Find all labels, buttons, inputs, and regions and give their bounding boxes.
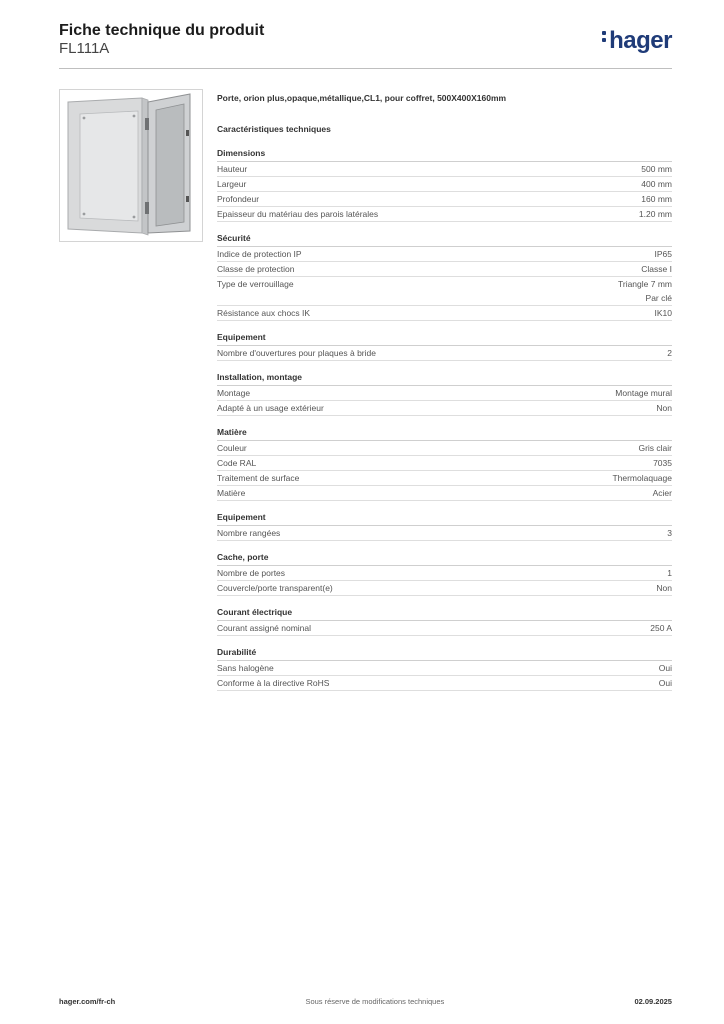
spec-label: Profondeur <box>217 194 260 204</box>
spec-row <box>217 581 672 596</box>
spec-row <box>217 456 672 471</box>
product-description: Porte, orion plus,opaque,métallique,CL1, pour coffret, 500X400X160mm <box>217 93 507 103</box>
spec-value: Triangle 7 mm Par clé <box>617 279 672 303</box>
section-title: Dimensions <box>217 147 672 162</box>
spec-section <box>217 371 672 416</box>
spec-value: Non <box>656 403 672 413</box>
spec-label: Hauteur <box>217 164 248 174</box>
spec-value: 1.20 mm <box>638 209 672 219</box>
spec-value: 500 mm <box>641 164 672 174</box>
spec-row <box>217 177 672 192</box>
spec-label: Conforme à la directive RoHS <box>217 678 330 688</box>
spec-label: Montage <box>217 388 251 398</box>
spec-section <box>217 646 672 691</box>
product-details <box>217 92 672 701</box>
footer-date: 02.09.2025 <box>634 997 672 1006</box>
spec-label: Indice de protection IP <box>217 249 302 259</box>
spec-value: IK10 <box>654 308 672 318</box>
header-divider <box>59 68 672 69</box>
spec-row <box>217 386 672 401</box>
footer-notice: Sous réserve de modifications techniques <box>305 997 445 1006</box>
spec-label: Nombre d'ouvertures pour plaques à bride <box>217 348 376 358</box>
spec-row <box>217 526 672 541</box>
characteristics-heading: Caractéristiques techniques <box>217 124 331 134</box>
spec-label: Adapté à un usage extérieur <box>217 403 324 413</box>
spec-row <box>217 346 672 361</box>
spec-row <box>217 306 672 321</box>
spec-row <box>217 621 672 636</box>
logo-dots-icon <box>602 28 607 45</box>
spec-label: Type de verrouillage <box>217 279 294 289</box>
section-title: Courant électrique <box>217 606 672 621</box>
spec-label: Largeur <box>217 179 247 189</box>
product-reference: FL111A <box>59 40 110 57</box>
spec-label: Epaisseur du matériau des parois latérales <box>217 209 379 219</box>
spec-section <box>217 426 672 501</box>
spec-sections <box>217 147 672 691</box>
spec-value: IP65 <box>654 249 672 259</box>
spec-row <box>217 441 672 456</box>
spec-label: Courant assigné nominal <box>217 623 312 633</box>
section-title: Sécurité <box>217 232 672 247</box>
spec-value: 400 mm <box>641 179 672 189</box>
spec-row <box>217 661 672 676</box>
page-header <box>59 21 264 58</box>
spec-label: Couleur <box>217 443 247 453</box>
spec-section <box>217 511 672 541</box>
spec-value: Gris clair <box>638 443 672 453</box>
spec-row <box>217 262 672 277</box>
section-title: Equipement <box>217 331 672 346</box>
spec-value: 3 <box>667 528 672 538</box>
section-title: Equipement <box>217 511 672 526</box>
spec-row <box>217 162 672 177</box>
spec-value: 1 <box>667 568 672 578</box>
section-title: Durabilité <box>217 646 672 661</box>
spec-value: 7035 <box>653 458 672 468</box>
spec-label: Résistance aux chocs IK <box>217 308 311 318</box>
section-title: Matière <box>217 426 672 441</box>
spec-label: Sans halogène <box>217 663 274 673</box>
spec-label: Matière <box>217 488 246 498</box>
spec-label: Nombre rangées <box>217 528 281 538</box>
spec-value: Classe I <box>641 264 672 274</box>
logo-text: hager <box>609 27 672 54</box>
spec-value: Montage mural <box>615 388 672 398</box>
product-image <box>59 89 203 242</box>
page-title: Fiche technique du produit <box>59 22 265 39</box>
spec-value: Oui <box>658 663 672 673</box>
spec-section <box>217 551 672 596</box>
spec-value: 250 A <box>650 623 672 633</box>
spec-row <box>217 401 672 416</box>
spec-label: Couvercle/porte transparent(e) <box>217 583 333 593</box>
section-title: Cache, porte <box>217 551 672 566</box>
spec-row <box>217 277 672 306</box>
spec-section <box>217 147 672 222</box>
page-footer <box>59 997 672 1006</box>
spec-value: Non <box>656 583 672 593</box>
spec-section <box>217 606 672 636</box>
spec-value: 2 <box>667 348 672 358</box>
spec-row <box>217 566 672 581</box>
spec-row <box>217 192 672 207</box>
spec-row <box>217 676 672 691</box>
spec-row <box>217 247 672 262</box>
enclosure-illustration-icon <box>60 90 202 241</box>
spec-value: Oui <box>658 678 672 688</box>
spec-label: Traitement de surface <box>217 473 300 483</box>
spec-label: Nombre de portes <box>217 568 286 578</box>
section-title: Installation, montage <box>217 371 672 386</box>
footer-website[interactable]: hager.com/fr-ch <box>59 997 116 1006</box>
spec-label: Code RAL <box>217 458 257 468</box>
spec-value: 160 mm <box>641 194 672 204</box>
spec-value: Acier <box>652 488 672 498</box>
spec-label: Classe de protection <box>217 264 295 274</box>
spec-row <box>217 471 672 486</box>
spec-section <box>217 232 672 321</box>
spec-row <box>217 207 672 222</box>
spec-value: Thermolaquage <box>612 473 672 483</box>
hager-logo <box>602 26 672 56</box>
spec-row <box>217 486 672 501</box>
spec-section <box>217 331 672 361</box>
